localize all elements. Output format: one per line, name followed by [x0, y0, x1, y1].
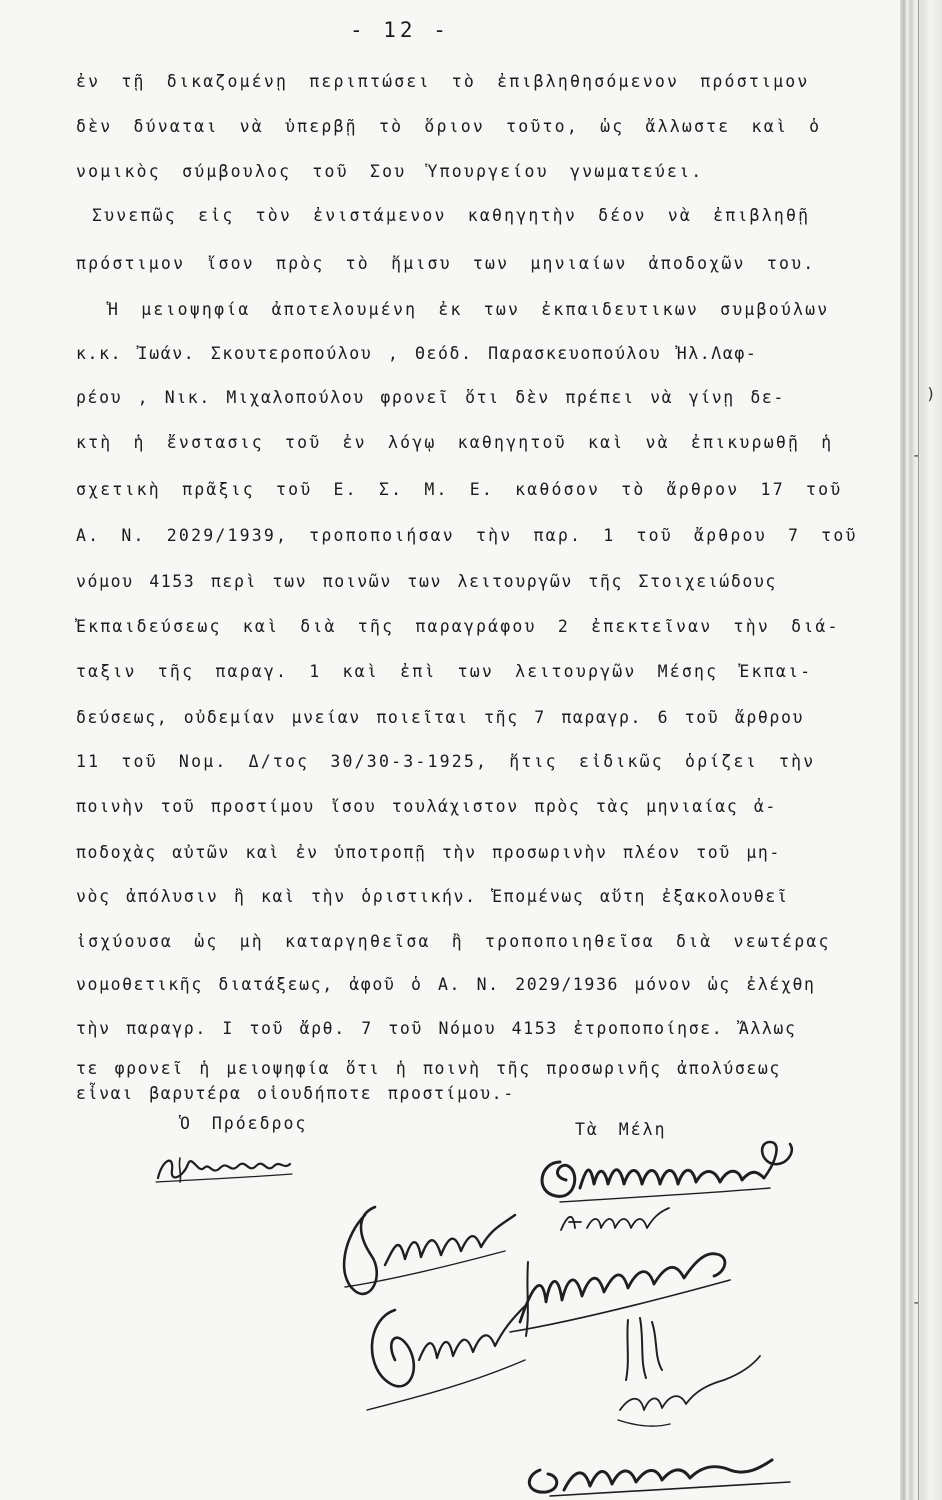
president-label: Ὁ Πρόεδρος — [180, 1114, 308, 1133]
text-line: δεύσεως, οὐδεμίαν μνείαν ποιεῖται τῆς 7 παραγρ. 6 τοῦ ἄρθρου — [76, 708, 805, 727]
text-line: κτὴ ἡ ἔνστασις τοῦ ἐν λόγῳ καθηγητοῦ καὶ νὰ ἐπικυρωθῇ ἡ — [76, 433, 834, 452]
text-line: σχετικὴ πρᾶξις τοῦ Ε. Σ. Μ. Ε. καθόσον τὸ ἄρθρον 17 τοῦ — [76, 480, 843, 499]
margin-dash-mark: - — [912, 448, 921, 464]
text-line: Ἡ μειοψηφία ἀποτελουμένη ἐκ των ἐκπαιδευτικων συμβούλων — [108, 300, 830, 319]
page-number: - 12 - — [350, 18, 450, 42]
text-line: ταξιν τῆς παραγ. 1 καὶ ἐπὶ των λειτουργῶν Μέσης Ἐκπαι- — [76, 662, 813, 681]
text-line: εἶναι βαρυτέρα οἱουδήποτε προστίμου.- — [76, 1084, 515, 1103]
text-line: Ἐκπαιδεύσεως καὶ διὰ τῆς παραγράφου 2 ἐπεκτεῖναν τὴν διά- — [76, 617, 840, 636]
text-line: ἐν τῇ δικαζομένῃ περιπτώσει τὸ ἐπιβληθησόμενον πρόστιμον — [76, 72, 810, 91]
text-line: νομικὸς σύμβουλος τοῦ Σου Ὑπουργείου γνωματεύει. — [76, 162, 704, 181]
text-line: νομοθετικῆς διατάξεως, ἀφοῦ ὁ Α. Ν. 2029/1936 μόνον ὡς ἐλέχθη — [76, 975, 816, 994]
text-line: Α. Ν. 2029/1939, τροποποιήσαν τὴν παρ. 1 τοῦ ἄρθρου 7 τοῦ — [76, 526, 858, 545]
members-label: Τὰ Μέλη — [575, 1120, 667, 1139]
text-line: τε φρονεῖ ἡ μειοψηφία ὅτι ἡ ποινὴ τῆς προσωρινῆς ἀπολύσεως — [76, 1059, 781, 1078]
text-line: ἰσχύουσα ὡς μὴ καταργηθεῖσα ἢ τροποποιηθεῖσα διὰ νεωτέρας — [76, 932, 831, 951]
text-line: ποινὴν τοῦ προστίμου ἴσου τουλάχιστον πρὸς τὰς μηνιαίας ἀ- — [76, 797, 777, 816]
text-line: νὸς ἀπόλυσιν ἢ καὶ τὴν ὁριστικήν. Ἑπομένως αὕτη ἐξακολουθεῖ — [76, 887, 789, 906]
text-line: Συνεπῶς εἰς τὸν ἐνιστάμενον καθηγητὴν δέον νὰ ἐπιβληθῇ — [92, 206, 811, 225]
president-signature — [150, 1140, 300, 1190]
margin-dash-mark: - — [912, 1295, 921, 1311]
member-signature — [520, 1450, 810, 1500]
book-binding — [900, 0, 942, 1500]
margin-paren-mark: ) — [926, 384, 936, 403]
text-line: πρόστιμον ἴσον πρὸς τὸ ἥμισυ των μηνιαίων ἀποδοχῶν του. — [76, 254, 816, 273]
text-line: νόμου 4153 περὶ των ποινῶν των λειτουργῶν τῆς Στοιχειώδους — [76, 572, 777, 591]
member-signature — [355, 1300, 535, 1420]
member-signature — [600, 1300, 770, 1440]
page-edge-line — [918, 0, 919, 1500]
text-line: τὴν παραγρ. Ι τοῦ ἄρθ. 7 τοῦ Νόμου 4153 ἐτροποποίησε. Ἄλλως — [76, 1019, 797, 1038]
text-line: δὲν δύναται νὰ ὑπερβῇ τὸ ὅριον τοῦτο, ὡς ἄλλωστε καὶ ὁ — [76, 117, 822, 136]
text-line: 11 τοῦ Νομ. Δ/τος 30/30-3-1925, ἥτις εἰδικῶς ὁρίζει τὴν — [76, 752, 816, 771]
text-line: ρέου , Νικ. Μιχαλοπούλου φρονεῖ ὅτι δὲν πρέπει νὰ γίνῃ δε- — [76, 388, 785, 407]
text-line: κ.κ. Ἰωάν. Σκουτεροπούλου , Θεόδ. Παρασκευοπούλου Ἠλ.Λαφ- — [76, 344, 758, 363]
text-line: ποδοχὰς αὐτῶν καὶ ἐν ὑποτροπῇ τὴν προσωρινὴν πλέον τοῦ μη- — [76, 843, 781, 862]
